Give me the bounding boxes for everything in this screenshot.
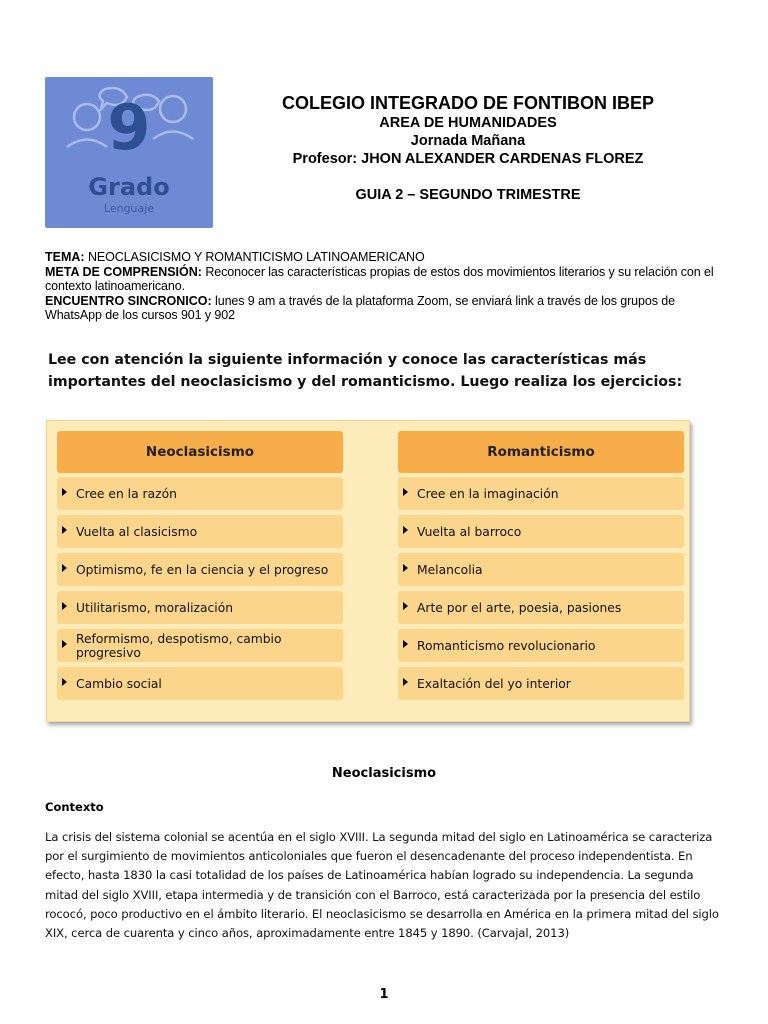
cell-text: Optimismo, fe en la ciencia y el progreso	[76, 562, 329, 577]
cell-text: Exaltación del yo interior	[417, 676, 571, 691]
tema-line	[45, 250, 725, 265]
tema-label: TEMA:	[45, 250, 85, 264]
table-cell	[57, 477, 343, 510]
bullet-icon	[62, 678, 67, 686]
cell-text: Vuelta al barroco	[417, 524, 522, 539]
cell-text: Arte por el arte, poesia, pasiones	[417, 600, 622, 615]
table-cell	[57, 515, 343, 548]
table-cell	[57, 667, 343, 700]
bullet-icon	[403, 526, 408, 534]
page-number: 1	[379, 987, 389, 1002]
bullet-icon	[62, 602, 67, 610]
cell-text: Cree en la imaginación	[417, 486, 559, 501]
meta-line	[45, 265, 725, 294]
guide-title: GUIA 2 – SEGUNDO TRIMESTRE	[355, 187, 581, 203]
bullet-icon	[403, 640, 408, 648]
intro-instructions: Lee con atención la siguiente información y conoce las características más importantes del neoclasicismo y del romanticismo. Luego realiza los ejercicios:	[48, 352, 683, 390]
table-cell	[398, 477, 684, 510]
romanticismo-column	[398, 431, 684, 705]
cell-text: Reformismo, despotismo, cambio progresivo	[76, 631, 282, 660]
school-name: COLEGIO INTEGRADO DE FONTIBON IBEP	[281, 93, 654, 113]
table-cell	[57, 553, 343, 586]
table-cell	[398, 515, 684, 548]
meta-value: Reconocer las características propias de estos dos movimientos literarios y su relación con el contexto latinoamericano.	[45, 264, 714, 293]
bullet-icon	[62, 526, 67, 534]
document-header	[220, 92, 716, 204]
table-cell	[398, 553, 684, 586]
section-title: Neoclasicismo	[331, 766, 437, 781]
logo-grade-number: 9	[107, 91, 151, 164]
logo-grado-text: Grado	[88, 173, 170, 201]
encuentro-label: ENCUENTRO SINCRONICO:	[45, 293, 212, 308]
bullet-icon	[62, 640, 67, 648]
table-cell	[398, 591, 684, 624]
bullet-icon	[403, 488, 408, 496]
neoclasicismo-header: Neoclasicismo	[57, 431, 343, 473]
bullet-icon	[403, 602, 408, 610]
cell-text: Melancolia	[417, 562, 483, 577]
table-cell	[398, 629, 684, 662]
comparison-table	[46, 420, 690, 722]
logo-subject-text: Lenguaje	[103, 202, 155, 215]
cell-text: Utilitarismo, moralización	[76, 600, 234, 615]
teacher-name: Profesor: JHON ALEXANDER CARDENAS FLOREZ	[292, 151, 644, 167]
cell-text: Cambio social	[76, 676, 162, 691]
table-cell	[57, 629, 343, 662]
bullet-icon	[403, 678, 408, 686]
guide-meta	[45, 250, 725, 323]
area-name: AREA DE HUMANIDADES	[379, 115, 557, 131]
cell-text: Vuelta al clasicismo	[76, 524, 198, 539]
shift-name: Jornada Mañana	[410, 133, 526, 149]
table-cell	[57, 591, 343, 624]
table-cell	[398, 667, 684, 700]
context-paragraph: La crisis del sistema colonial se acentúa en el siglo XVIII. La segunda mitad del siglo en Latinoamérica se caracteriza por el surgimiento de movimientos anticoloniales que fueron el desencadenante del proceso independentista. En efecto, hasta 1830 la casi totalidad de los países de Latinoamérica habían logrado su independencia. La segunda mitad del siglo XVIII, etapa intermedia y de transición con el Barroco, está caracterizada por la presencia del estilo rococó, poco productivo en el ámbito literario. El neoclasicismo se desarrolla en América en la primera mitad del siglo XIX, cerca de cuarenta y cinco años, aproximadamente entre 1845 y 1890. (Carvajal, 2013)	[45, 830, 719, 941]
encuentro-line	[45, 294, 725, 323]
grade-logo	[45, 77, 213, 228]
cell-text: Cree en la razón	[76, 486, 177, 501]
bullet-icon	[403, 564, 408, 572]
encuentro-value: lunes 9 am a través de la plataforma Zoom, se enviará link a través de los grupos de WhatsApp de los cursos 901 y 902	[45, 293, 675, 322]
meta-label: META DE COMPRENSIÓN:	[45, 264, 202, 279]
bullet-icon	[62, 564, 67, 572]
context-label: Contexto	[45, 800, 104, 814]
cell-text: Romanticismo revolucionario	[417, 638, 596, 653]
neoclasicismo-column	[57, 431, 343, 705]
tema-value: NEOCLASICISMO Y ROMANTICISMO LATINOAMERICANO	[84, 250, 425, 264]
romanticismo-header: Romanticismo	[398, 431, 684, 473]
bullet-icon	[62, 488, 67, 496]
